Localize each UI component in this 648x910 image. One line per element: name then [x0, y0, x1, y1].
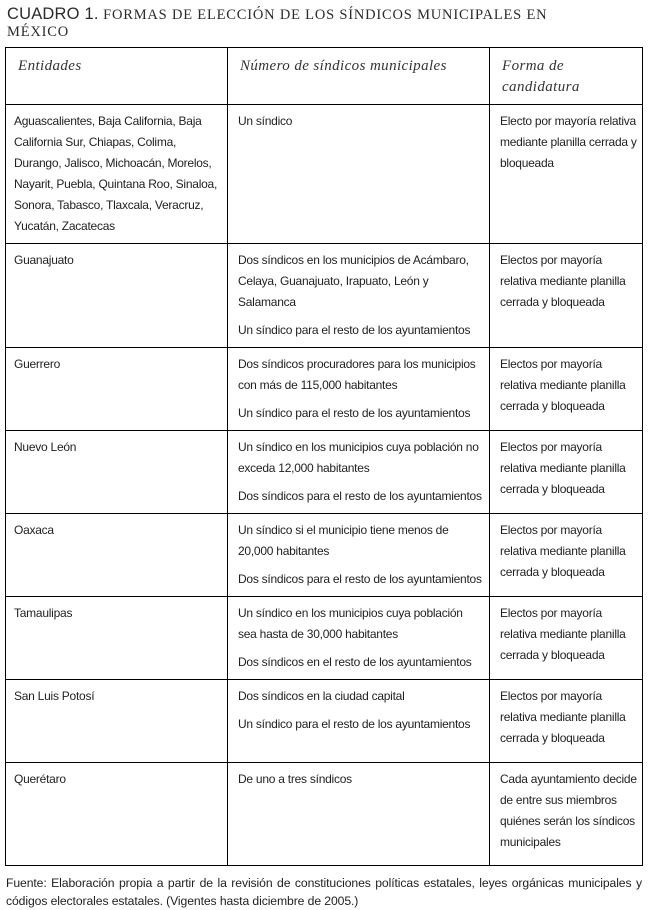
cell-forma-candidatura: Electos por mayoría relativa mediante planilla cerrada y bloqueada [489, 680, 641, 762]
numero-paragraph: Dos síndicos procuradores para los municipios con más de 115,000 habitantes [238, 357, 476, 392]
table-title-text: FORMAS DE ELECCIÓN DE LOS SÍNDICOS MUNICIPALES EN MÉXICO [7, 7, 548, 40]
cell-entidades: Guanajuato [14, 253, 74, 267]
cell-entidades: Nuevo León [14, 440, 77, 454]
cell-numero-sindicos [227, 763, 489, 865]
numero-paragraph: Dos síndicos en el resto de los ayuntamientos [238, 655, 472, 669]
cell-forma-candidatura: Electos por mayoría relativa mediante planilla cerrada y bloqueada [489, 348, 641, 430]
cell-forma-candidatura: Electo por mayoría relativa mediante planilla cerrada y bloqueada [489, 105, 641, 243]
table-row [6, 679, 642, 762]
numero-paragraph: Dos síndicos en los municipios de Acámbaro, Celaya, Guanajuato, Irapuato, León y Salamanca [238, 253, 469, 309]
cell-forma-candidatura: Electos por mayoría relativa mediante planilla cerrada y bloqueada [489, 514, 641, 596]
table-title-number: CUADRO 1. [7, 5, 99, 23]
table-row [6, 762, 642, 865]
numero-paragraph: Un síndico para el resto de los ayuntamientos [238, 323, 471, 337]
table-row [6, 596, 642, 679]
cell-entidades: San Luis Potosí [14, 689, 95, 703]
numero-paragraph: Un síndico para el resto de los ayuntamientos [238, 717, 471, 731]
table-row [6, 513, 642, 596]
cell-numero-sindicos [227, 431, 489, 513]
numero-paragraph: Un síndico si el municipio tiene menos de 20,000 habitantes [238, 523, 449, 558]
numero-paragraph: De uno a tres síndicos [238, 772, 352, 786]
column-header-entidades: Entidades [18, 58, 82, 74]
cell-entidades: Guerrero [14, 357, 61, 371]
table-title [7, 6, 607, 41]
numero-paragraph: Un síndico en los municipios cuya población no exceda 12,000 habitantes [238, 440, 479, 475]
cell-forma-candidatura: Electos por mayoría relativa mediante planilla cerrada y bloqueada [489, 431, 641, 513]
cell-forma-candidatura: Cada ayuntamiento decide de entre sus miembros quiénes serán los síndicos municipales [489, 763, 641, 865]
cell-entidades: Querétaro [14, 772, 66, 786]
cell-entidades: Oaxaca [14, 523, 54, 537]
cell-entidades: Aguascalientes, Baja California, Baja California Sur, Chiapas, Colima, Durango, Jalisco, Michoacán, Morelos, Nayarit, Puebla, Quintana Roo, Sinaloa, Sonora, Tabasco, Tlaxcala, Veracruz, Yucatán, Zacatecas [14, 114, 218, 233]
column-header-numero-sindicos: Número de síndicos municipales [227, 48, 489, 104]
table-row [6, 243, 642, 347]
cell-numero-sindicos [227, 105, 489, 243]
cell-numero-sindicos [227, 348, 489, 430]
cell-numero-sindicos [227, 244, 489, 347]
numero-paragraph: Un síndico para el resto de los ayuntamientos [238, 406, 471, 420]
cell-numero-sindicos [227, 597, 489, 679]
cell-forma-candidatura: Electos por mayoría relativa mediante planilla cerrada y bloqueada [489, 244, 641, 347]
table-row [6, 104, 642, 243]
numero-paragraph: Un síndico en los municipios cuya población sea hasta de 30,000 habitantes [238, 606, 463, 641]
table-header-row [6, 48, 642, 104]
cell-forma-candidatura: Electos por mayoría relativa mediante planilla cerrada y bloqueada [489, 597, 641, 679]
numero-paragraph: Dos síndicos para el resto de los ayuntamientos [238, 489, 482, 503]
cell-numero-sindicos [227, 680, 489, 762]
table-row [6, 430, 642, 513]
cell-numero-sindicos [227, 514, 489, 596]
table-row [6, 347, 642, 430]
numero-paragraph: Dos síndicos para el resto de los ayuntamientos [238, 572, 482, 586]
numero-paragraph: Un síndico [238, 114, 293, 128]
numero-paragraph: Dos síndicos en la ciudad capital [238, 689, 405, 703]
cell-entidades: Tamaulipas [14, 606, 73, 620]
source-note: Fuente: Elaboración propia a partir de la revisión de constituciones políticas estatales, leyes orgánicas municipales y códigos electorales estatales. (Vigentes hasta diciembre de 2005.) [6, 876, 642, 908]
column-header-forma-candidatura: Forma de candidatura [489, 48, 641, 104]
cuadro-table [5, 47, 643, 866]
